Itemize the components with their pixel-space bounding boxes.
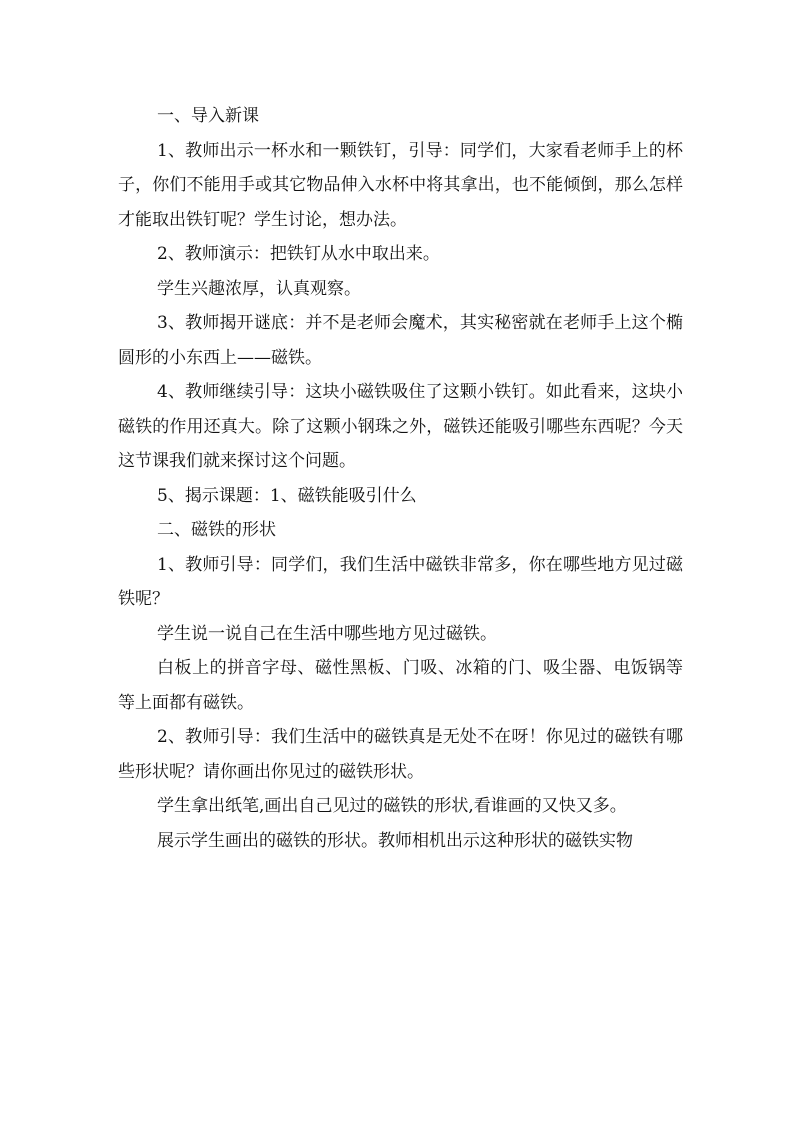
paragraph: 3、教师揭开谜底：并不是老师会魔术，其实秘密就在老师手上这个椭圆形的小东西上——磁铁。 [118, 313, 683, 368]
paragraph: 4、教师继续引导：这块小磁铁吸住了这颗小铁钉。如此看来，这块小磁铁的作用还真大。除了这颗小钢珠之外，磁铁还能吸引哪些东西呢？今天这节课我们就来探讨这个问题。 [118, 382, 683, 471]
paragraph: 学生拿出纸笔,画出自己见过的磁铁的形状,看谁画的又快又多。 [157, 796, 627, 816]
paragraph: 1、教师引导：同学们，我们生活中磁铁非常多，你在哪些地方见过磁铁呢？ [118, 554, 683, 609]
document-body [118, 99, 683, 858]
section-heading-2: 二、磁铁的形状 [157, 520, 276, 540]
paragraph: 5、揭示课题：1、磁铁能吸引什么 [157, 485, 417, 506]
paragraph: 学生说一说自己在生活中哪些地方见过磁铁。 [157, 623, 497, 644]
paragraph: 白板上的拼音字母、磁性黑板、门吸、冰箱的门、吸尘器、电饭锅等等上面都有磁铁。 [118, 658, 683, 713]
paragraph: 2、教师引导：我们生活中的磁铁真是无处不在呀！你见过的磁铁有哪些形状呢？请你画出你见过的磁铁形状。 [118, 727, 683, 782]
paragraph: 1、教师出示一杯水和一颗铁钉，引导：同学们，大家看老师手上的杯子，你们不能用手或其它物品伸入水杯中将其拿出，也不能倾倒，那么怎样才能取出铁钉呢？学生讨论，想办法。 [118, 140, 683, 230]
paragraph: 学生兴趣浓厚，认真观察。 [157, 278, 361, 299]
paragraph: 2、教师演示：把铁钉从水中取出来。 [157, 244, 440, 264]
paragraph: 展示学生画出的磁铁的形状。教师相机出示这种形状的磁铁实物 [157, 830, 633, 851]
section-heading-1: 一、导入新课 [157, 106, 259, 126]
